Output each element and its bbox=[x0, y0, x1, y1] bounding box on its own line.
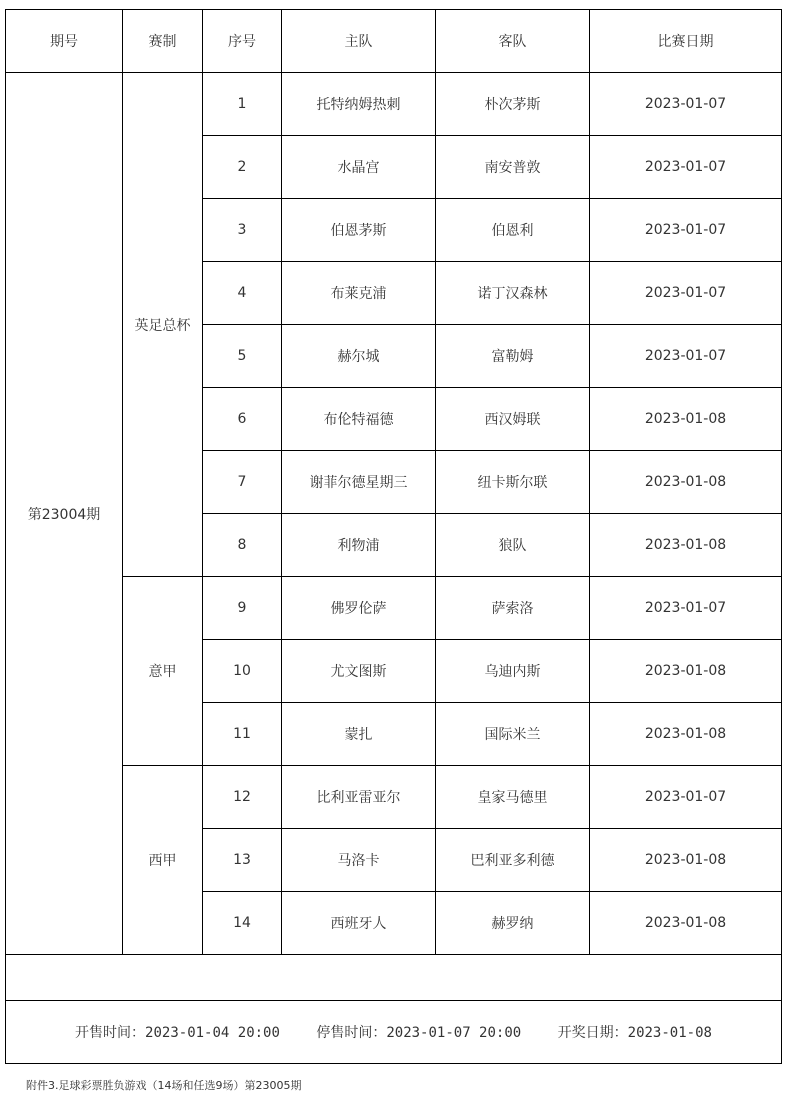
match-number: 4 bbox=[203, 262, 282, 325]
match-date: 2023-01-07 bbox=[590, 577, 782, 640]
header-away-team: 客队 bbox=[436, 10, 590, 73]
match-number: 14 bbox=[203, 892, 282, 955]
match-date: 2023-01-07 bbox=[590, 73, 782, 136]
competition-cell: 英足总杯 bbox=[123, 73, 203, 577]
home-team: 比利亚雷亚尔 bbox=[282, 766, 436, 829]
match-date: 2023-01-07 bbox=[590, 136, 782, 199]
match-date: 2023-01-08 bbox=[590, 451, 782, 514]
home-team: 水晶宫 bbox=[282, 136, 436, 199]
away-team: 赫罗纳 bbox=[436, 892, 590, 955]
away-team: 皇家马德里 bbox=[436, 766, 590, 829]
match-number: 7 bbox=[203, 451, 282, 514]
home-team: 蒙扎 bbox=[282, 703, 436, 766]
match-date: 2023-01-07 bbox=[590, 262, 782, 325]
match-date: 2023-01-08 bbox=[590, 892, 782, 955]
attachment-caption: 附件3.足球彩票胜负游戏（14场和任选9场）第23005期 bbox=[26, 1079, 302, 1092]
sale-info-cell bbox=[6, 1001, 782, 1064]
home-team: 尤文图斯 bbox=[282, 640, 436, 703]
away-team: 朴次茅斯 bbox=[436, 73, 590, 136]
header-row bbox=[6, 10, 782, 73]
sale-info-row bbox=[6, 1001, 782, 1064]
sale-close-time: 停售时间：2023-01-07 20:00 bbox=[316, 1025, 522, 1041]
match-date: 2023-01-08 bbox=[590, 640, 782, 703]
match-number: 11 bbox=[203, 703, 282, 766]
blank-cell bbox=[6, 955, 782, 1001]
match-number: 10 bbox=[203, 640, 282, 703]
fixtures-table bbox=[5, 9, 782, 1064]
sale-open-time: 开售时间：2023-01-04 20:00 bbox=[75, 1025, 280, 1041]
home-team: 马洛卡 bbox=[282, 829, 436, 892]
issue-cell: 第23004期 bbox=[6, 73, 123, 955]
match-number: 1 bbox=[203, 73, 282, 136]
competition-cell: 西甲 bbox=[123, 766, 203, 955]
away-team: 萨索洛 bbox=[436, 577, 590, 640]
draw-date: 开奖日期：2023-01-08 bbox=[557, 1025, 712, 1041]
match-number: 3 bbox=[203, 199, 282, 262]
match-number: 12 bbox=[203, 766, 282, 829]
home-team: 西班牙人 bbox=[282, 892, 436, 955]
away-team: 国际米兰 bbox=[436, 703, 590, 766]
match-number: 8 bbox=[203, 514, 282, 577]
match-number: 9 bbox=[203, 577, 282, 640]
away-team: 乌迪内斯 bbox=[436, 640, 590, 703]
table-row bbox=[6, 766, 782, 829]
match-date: 2023-01-08 bbox=[590, 829, 782, 892]
home-team: 托特纳姆热刺 bbox=[282, 73, 436, 136]
header-number: 序号 bbox=[203, 10, 282, 73]
match-date: 2023-01-08 bbox=[590, 703, 782, 766]
match-number: 5 bbox=[203, 325, 282, 388]
away-team: 巴利亚多利德 bbox=[436, 829, 590, 892]
away-team: 西汉姆联 bbox=[436, 388, 590, 451]
header-match-date: 比赛日期 bbox=[590, 10, 782, 73]
home-team: 伯恩茅斯 bbox=[282, 199, 436, 262]
match-date: 2023-01-07 bbox=[590, 325, 782, 388]
away-team: 狼队 bbox=[436, 514, 590, 577]
blank-row bbox=[6, 955, 782, 1001]
away-team: 南安普敦 bbox=[436, 136, 590, 199]
header-home-team: 主队 bbox=[282, 10, 436, 73]
competition-cell: 意甲 bbox=[123, 577, 203, 766]
table-row bbox=[6, 73, 782, 136]
home-team: 谢菲尔德星期三 bbox=[282, 451, 436, 514]
home-team: 利物浦 bbox=[282, 514, 436, 577]
header-competition: 赛制 bbox=[123, 10, 203, 73]
table-row bbox=[6, 577, 782, 640]
match-number: 2 bbox=[203, 136, 282, 199]
home-team: 赫尔城 bbox=[282, 325, 436, 388]
home-team: 布伦特福德 bbox=[282, 388, 436, 451]
header-issue: 期号 bbox=[6, 10, 123, 73]
match-date: 2023-01-08 bbox=[590, 514, 782, 577]
home-team: 佛罗伦萨 bbox=[282, 577, 436, 640]
match-date: 2023-01-07 bbox=[590, 199, 782, 262]
away-team: 诺丁汉森林 bbox=[436, 262, 590, 325]
away-team: 伯恩利 bbox=[436, 199, 590, 262]
away-team: 富勒姆 bbox=[436, 325, 590, 388]
match-number: 13 bbox=[203, 829, 282, 892]
home-team: 布莱克浦 bbox=[282, 262, 436, 325]
match-date: 2023-01-07 bbox=[590, 766, 782, 829]
away-team: 纽卡斯尔联 bbox=[436, 451, 590, 514]
match-number: 6 bbox=[203, 388, 282, 451]
match-date: 2023-01-08 bbox=[590, 388, 782, 451]
